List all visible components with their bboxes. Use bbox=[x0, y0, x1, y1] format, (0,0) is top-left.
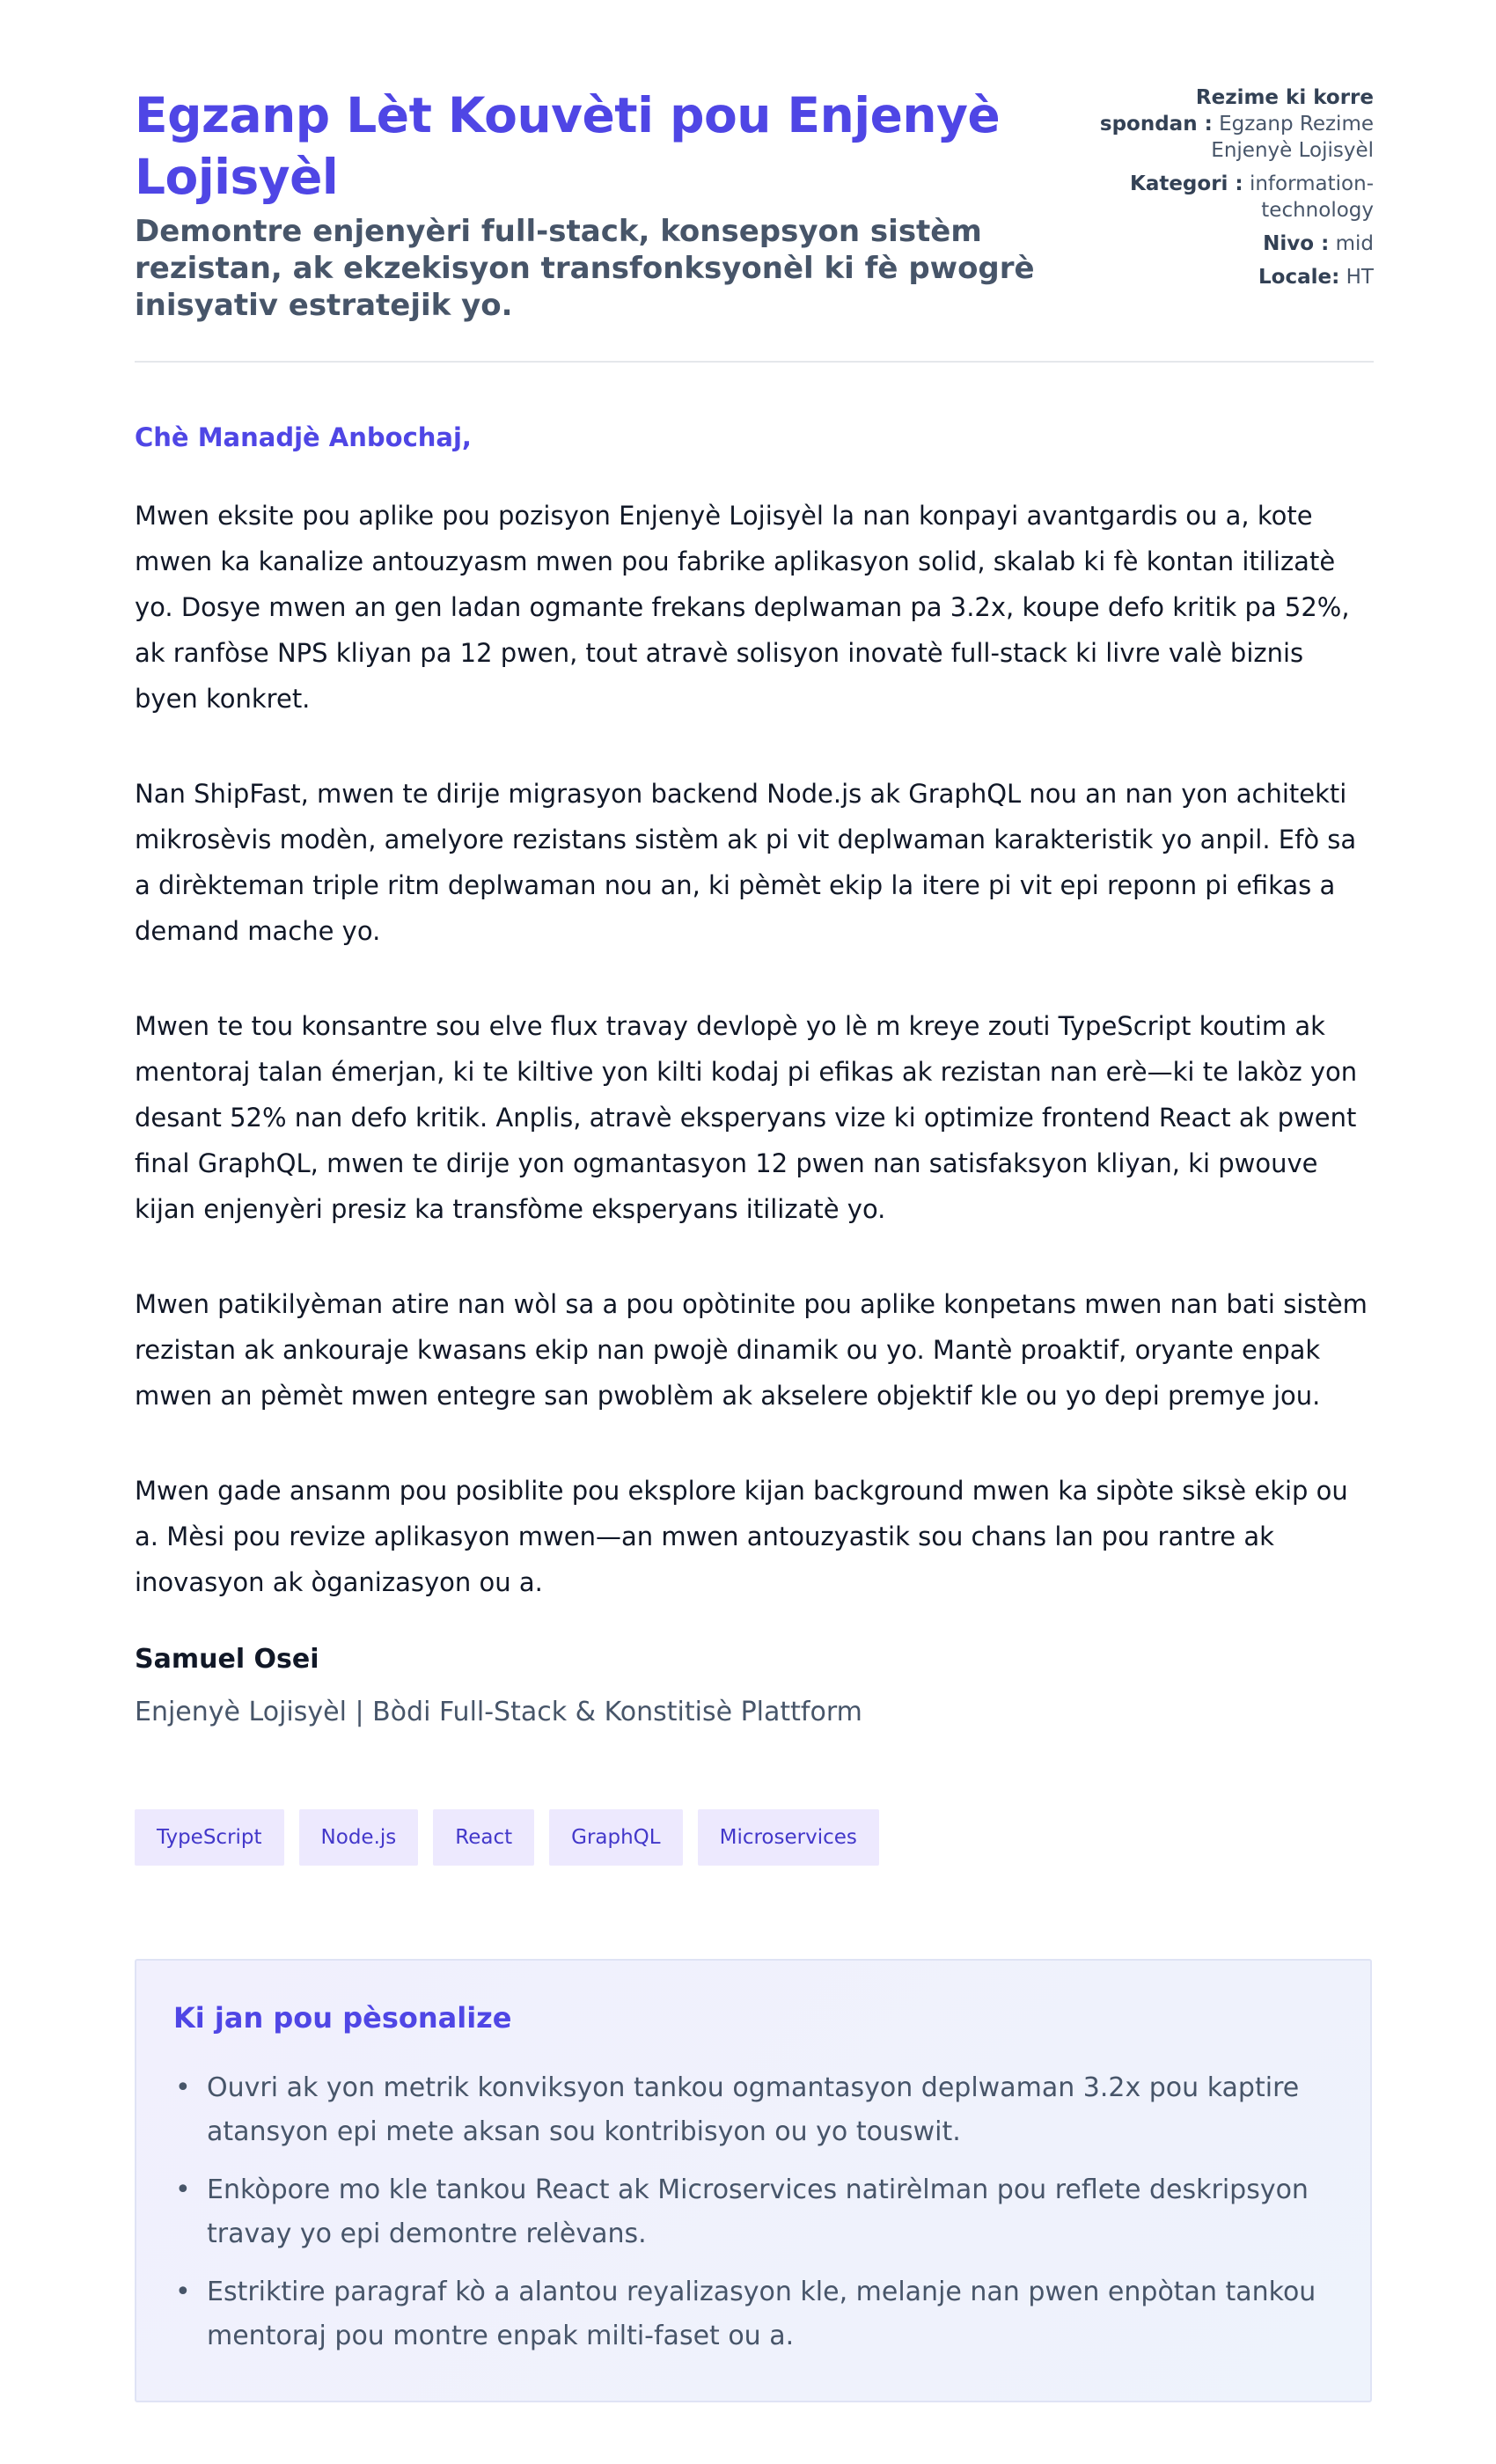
tip-text: Ouvri ak yon metrik konviksyon tankou ogmantasyon deplwaman 3.2x pou kaptire atansyon epi mete aksan sou kontribisyon ou yo touswit. bbox=[207, 2072, 1300, 2147]
tips-list bbox=[173, 2066, 1317, 2372]
meta-value: Egzanp Rezime Enjenyè Lojisyèl bbox=[1211, 113, 1374, 162]
bullet-icon: • bbox=[175, 2174, 191, 2205]
tips-title: Ki jan pou pèsonalize bbox=[173, 2001, 512, 2035]
skill-tag: Node.js bbox=[299, 1809, 419, 1866]
skill-tags bbox=[135, 1809, 879, 1866]
header-divider bbox=[135, 361, 1374, 363]
tip-item bbox=[173, 2270, 1317, 2358]
bullet-icon: • bbox=[175, 2072, 191, 2103]
letter-paragraph: Mwen patikilyèman atire nan wòl sa a pou opòtinite pou aplike konpetans mwen nan bati sistèm rezistan ak ankouraje kwasans ekip nan pwojè dinamik ou yo. Mantè proaktif, oryante enpak mwen an pèmèt mwen entegre san pwoblèm ak akselere objektif kle ou yo depi premye jou. bbox=[135, 1289, 1368, 1411]
meta-value: information-technology bbox=[1249, 172, 1374, 222]
meta-panel bbox=[1092, 84, 1374, 297]
page-subtitle: Demontre enjenyèri full-stack, konsepsyon sistèm rezistan, ak ekzekisyon transfonksyonèl ki fè pwogrè inisyativ estratejik yo. bbox=[135, 214, 1035, 323]
meta-row-level bbox=[1092, 231, 1374, 257]
meta-row-resume bbox=[1092, 84, 1374, 164]
letter-greeting: Chè Manadjè Anbochaj, bbox=[135, 422, 472, 452]
letter-paragraph: Mwen te tou konsantre sou elve flux travay devlopè yo lè m kreye zouti TypeScript koutim ak mentoraj talan émerjan, ki te kiltive yon kilti kodaj pi efikas ak rezistan nan erè—ki te lakòz yon desant 52% nan defo kritik. Anplis, atravè eksperyans vize ki optimize frontend React ak pwent final GraphQL, mwen te dirije yon ogmantasyon 12 pwen nan satisfaksyon kliyan, ki pwouve kijan enjenyèri presiz ka transfòme eksperyans itilizatè yo. bbox=[135, 1011, 1358, 1224]
bullet-icon: • bbox=[175, 2277, 191, 2307]
skill-tag: GraphQL bbox=[549, 1809, 682, 1866]
meta-key: Locale: bbox=[1258, 266, 1340, 289]
title-block bbox=[135, 84, 1067, 324]
letter-paragraph: Nan ShipFast, mwen te dirije migrasyon backend Node.js ak GraphQL nou an nan yon achitekti mikrosèvis modèn, amelyore rezistans sistèm ak pi vit deplwaman karakteristik yo anpil. Efò sa a dirèkteman triple ritm deplwaman nou an, ki pèmèt ekip la itere pi vit epi reponn pi efikas a demand mache yo. bbox=[135, 779, 1357, 946]
meta-value: HT bbox=[1346, 266, 1374, 289]
tip-item bbox=[173, 2066, 1317, 2154]
signature-name: Samuel Osei bbox=[135, 1644, 319, 1675]
skill-tag: React bbox=[433, 1809, 534, 1866]
page-title: Egzanp Lèt Kouvèti pou Enjenyè Lojisyèl bbox=[135, 87, 1001, 205]
meta-value: mid bbox=[1335, 232, 1374, 255]
tip-item bbox=[173, 2168, 1317, 2256]
letter-body bbox=[135, 493, 1374, 1654]
meta-row-locale bbox=[1092, 264, 1374, 290]
letter-paragraph: Mwen eksite pou aplike pou pozisyon Enjenyè Lojisyèl la nan konpayi avantgardis ou a, kote mwen ka kanalize antouzyasm mwen pou fabrike aplikasyon solid, skalab ki fè kontan itilizatè yo. Dosye mwen an gen ladan ogmante frekans deplwaman pa 3.2x, koupe defo kritik pa 52%, ak ranfòse NPS kliyan pa 12 pwen, tout atravè solisyon inovatè full-stack ki livre valè biznis byen konkret. bbox=[135, 501, 1350, 714]
skill-tag: Microservices bbox=[698, 1809, 879, 1866]
tip-text: Enkòpore mo kle tankou React ak Microservices natirèlman pou reflete deskripsyon travay yo epi demontre relèvans. bbox=[207, 2174, 1309, 2249]
skill-tag: TypeScript bbox=[135, 1809, 284, 1866]
customization-tips-box bbox=[135, 1959, 1372, 2402]
meta-key: Nivo : bbox=[1263, 232, 1330, 255]
meta-key: Rezime ki korre spondan : bbox=[1099, 86, 1374, 136]
tip-text: Estriktire paragraf kò a alantou reyalizasyon kle, melanje nan pwen enpòtan tankou mentoraj pou montre enpak milti-faset ou a. bbox=[207, 2277, 1316, 2351]
meta-key: Kategori : bbox=[1130, 172, 1243, 195]
signature-role: Enjenyè Lojisyèl | Bòdi Full-Stack & Konstitisè Plattform bbox=[135, 1697, 862, 1727]
meta-row-category bbox=[1092, 171, 1374, 224]
letter-paragraph: Mwen gade ansanm pou posiblite pou eksplore kijan background mwen ka sipòte siksè ekip ou a. Mèsi pou revize aplikasyon mwen—an mwen antouzyastik sou chans lan pou rantre ak inovasyon ak òganizasyon ou a. bbox=[135, 1476, 1348, 1597]
